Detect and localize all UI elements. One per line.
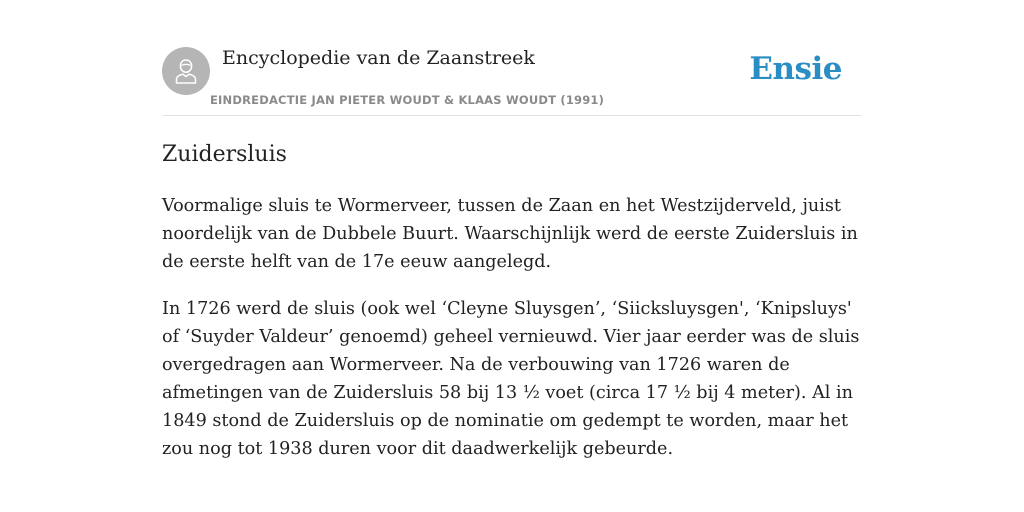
- editors-credit: EINDREDACTIE JAN PIETER WOUDT & KLAAS WOUDT (1991): [210, 93, 605, 107]
- article-paragraph: In 1726 werd de sluis (ook wel ‘Cleyne Sluysgen’, ‘Siicksluysgen', ‘Knipsluys' of ‘Suyder Valdeur’ genoemd) geheel vernieuwd. Vier jaar eerder was de sluis overgedragen aan Wormerveer. Na de verbouwing van 1726 waren de afmetingen van de Zuidersluis 58 bij 13 ½ voet (circa 17 ½ bij 4 meter). Al in 1849 stond de Zuidersluis op de nominatie om gedempt te worden, maar het zou nog tot 1938 duren voor dit daadwerkelijk gebeurde.: [162, 299, 860, 459]
- brand-logo[interactable]: Ensie: [749, 51, 842, 87]
- avatar[interactable]: [162, 47, 210, 95]
- site-title[interactable]: Encyclopedie van de Zaanstreek: [222, 47, 535, 69]
- article-body: [162, 192, 862, 482]
- user-icon: [172, 56, 200, 86]
- page-header: [162, 46, 862, 116]
- article-paragraph: Voormalige sluis te Wormerveer, tussen de Zaan en het Westzijderveld, juist noordelijk van de Dubbele Buurt. Waarschijnlijk werd de eerste Zuidersluis in de eerste helft van de 17e eeuw aangelegd.: [162, 196, 858, 272]
- article-title: Zuidersluis: [162, 142, 287, 167]
